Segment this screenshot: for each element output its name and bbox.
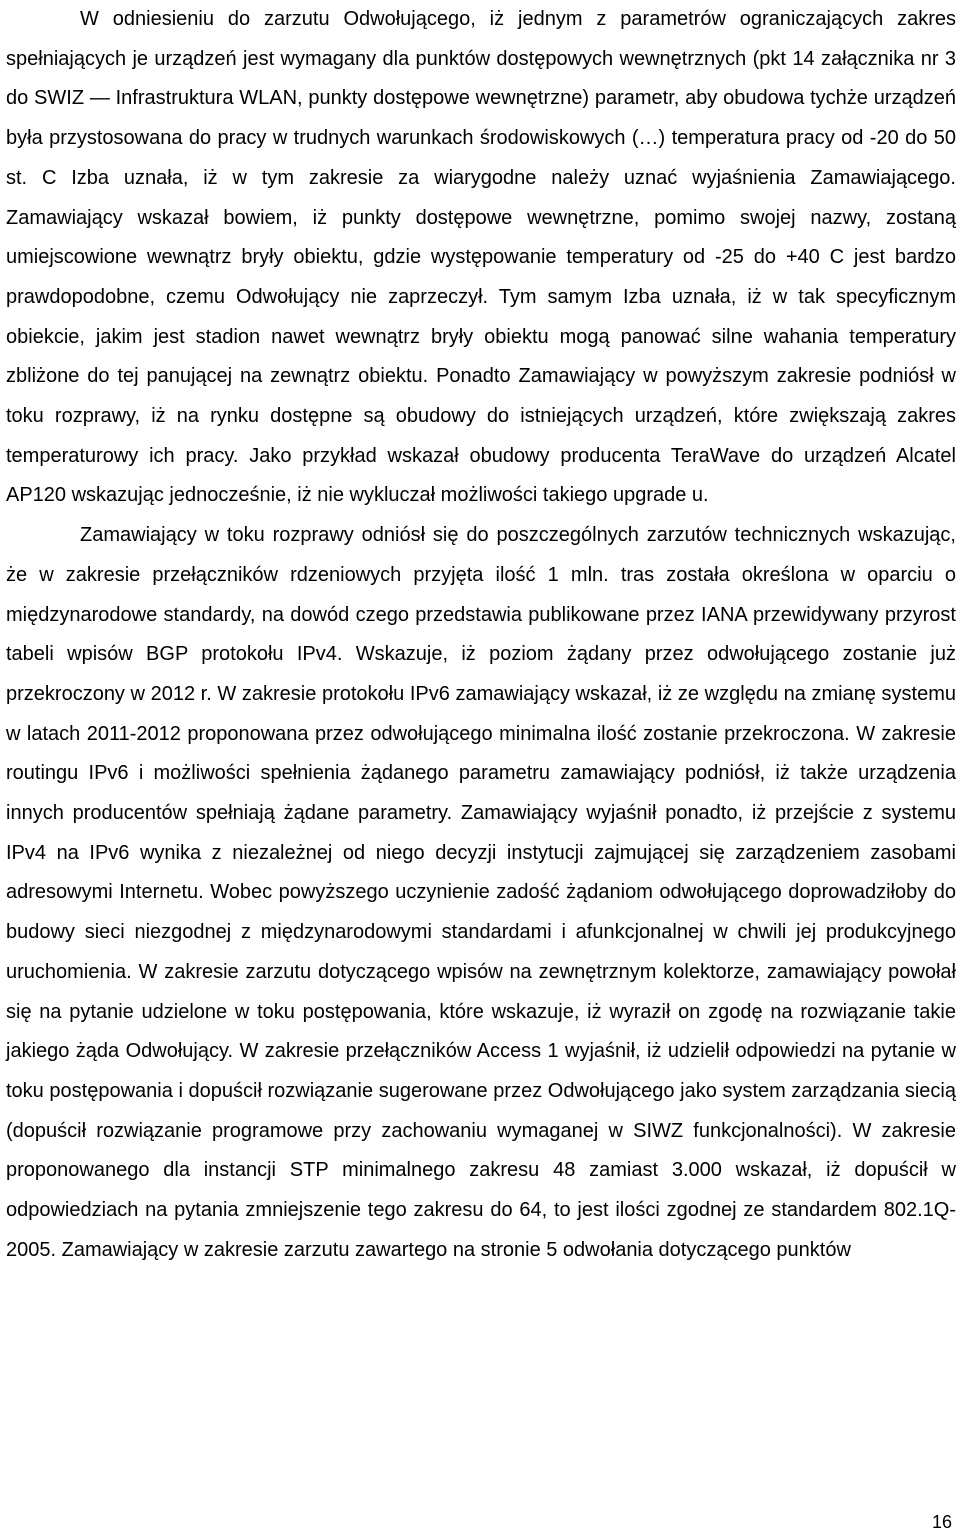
paragraph-technical-objections: Zamawiający w toku rozprawy odniósł się do poszczególnych zarzutów technicznych wskazując, że w zakresie przełączników rdzeniowych przyjęta ilość 1 mln. tras została określona w oparciu o międzynarodowe standardy, na dowód czego przedstawia publikowane przez IANA przewidywany przyrost tabeli wpisów BGP protokołu IPv4. Wskazuje, iż poziom żądany przez odwołującego zostanie już przekroczony w 2012 r. W zakresie protokołu IPv6 zamawiający wskazał, iż ze względu na zmianę systemu w latach 2011-2012 proponowana przez odwołującego minimalna ilość zostanie przekroczona. W zakresie routingu IPv6 i możliwości spełnienia żądanego parametru zamawiający podniósł, iż także urządzenia innych producentów spełniają żądane parametry. Zamawiający wyjaśnił ponadto, iż przejście z systemu IPv4 na IPv6 wynika z niezależnej od niego decyzji instytucji zajmującej się zarządzeniem zasobami adresowymi Internetu. Wobec powyższego uczynienie zadość żądaniom odwołującego doprowadziłoby do budowy sieci niezgodnej z międzynarodowymi standardami i afunkcjonalnej w chwili jej produkcyjnego uruchomienia. W zakresie zarzutu dotyczącego wpisów na zewnętrznym kolektorze, zamawiający powołał się na pytanie udzielone w toku postępowania, które wskazuje, iż wyraził on zgodę na rozwiązanie takie jakiego żąda Odwołujący. W zakresie przełączników Access 1 wyjaśnił, iż udzielił odpowiedzi na pytanie w toku postępowania i dopuścił rozwiązanie sugerowane przez Odwołującego jako system zarządzania siecią (dopuścił rozwiązanie programowe przy zachowaniu wymaganej w SIWZ funkcjonalności). W zakresie proponowanego dla instancji STP minimalnego zakresu 48 zamiast 3.000 wskazał, iż dopuścił w odpowiedziach na pytania zmniejszenie tego zakresu do 64, to jest ilości zgodnej ze standardem 802.1Q-2005. Zamawiający w zakresie zarzutu zawartego na stronie 5 odwołania dotyczącego punktów (6, 524, 956, 1261)
document-page (6, 0, 956, 1537)
paragraph-wlan-temperature: W odniesieniu do zarzutu Odwołującego, iż jednym z parametrów ograniczających zakres spełniających je urządzeń jest wymagany dla punktów dostępowych wewnętrznych (pkt 14 załącznika nr 3 do SWIZ — Infrastruktura WLAN, punkty dostępowe wewnętrzne) parametr, aby obudowa tychże urządzeń była przystosowana do pracy w trudnych warunkach środowiskowych (…) temperatura pracy od -20 do 50 st. C Izba uznała, iż w tym zakresie za wiarygodne należy uznać wyjaśnienia Zamawiającego. Zamawiający wskazał bowiem, iż punkty dostępowe wewnętrzne, pomimo swojej nazwy, zostaną umiejscowione wewnątrz bryły obiektu, gdzie występowanie temperatury od -25 do +40 C jest bardzo prawdopodobne, czemu Odwołujący nie zaprzeczył. Tym samym Izba uznała, iż w tak specyficznym obiekcie, jakim jest stadion nawet wewnątrz bryły obiektu mogą panować silne wahania temperatury zbliżone do tej panującej na zewnątrz obiektu. Ponadto Zamawiający w powyższym zakresie podniósł w toku rozprawy, iż na rynku dostępne są obudowy do istniejących urządzeń, które zwiększają zakres temperaturowy ich pracy. Jako przykład wskazał obudowy producenta TeraWave do urządzeń Alcatel AP120 wskazując jednocześnie, iż nie wykluczał możliwości takiego upgrade u. (6, 8, 956, 507)
page-number: 16 (931, 1512, 952, 1532)
